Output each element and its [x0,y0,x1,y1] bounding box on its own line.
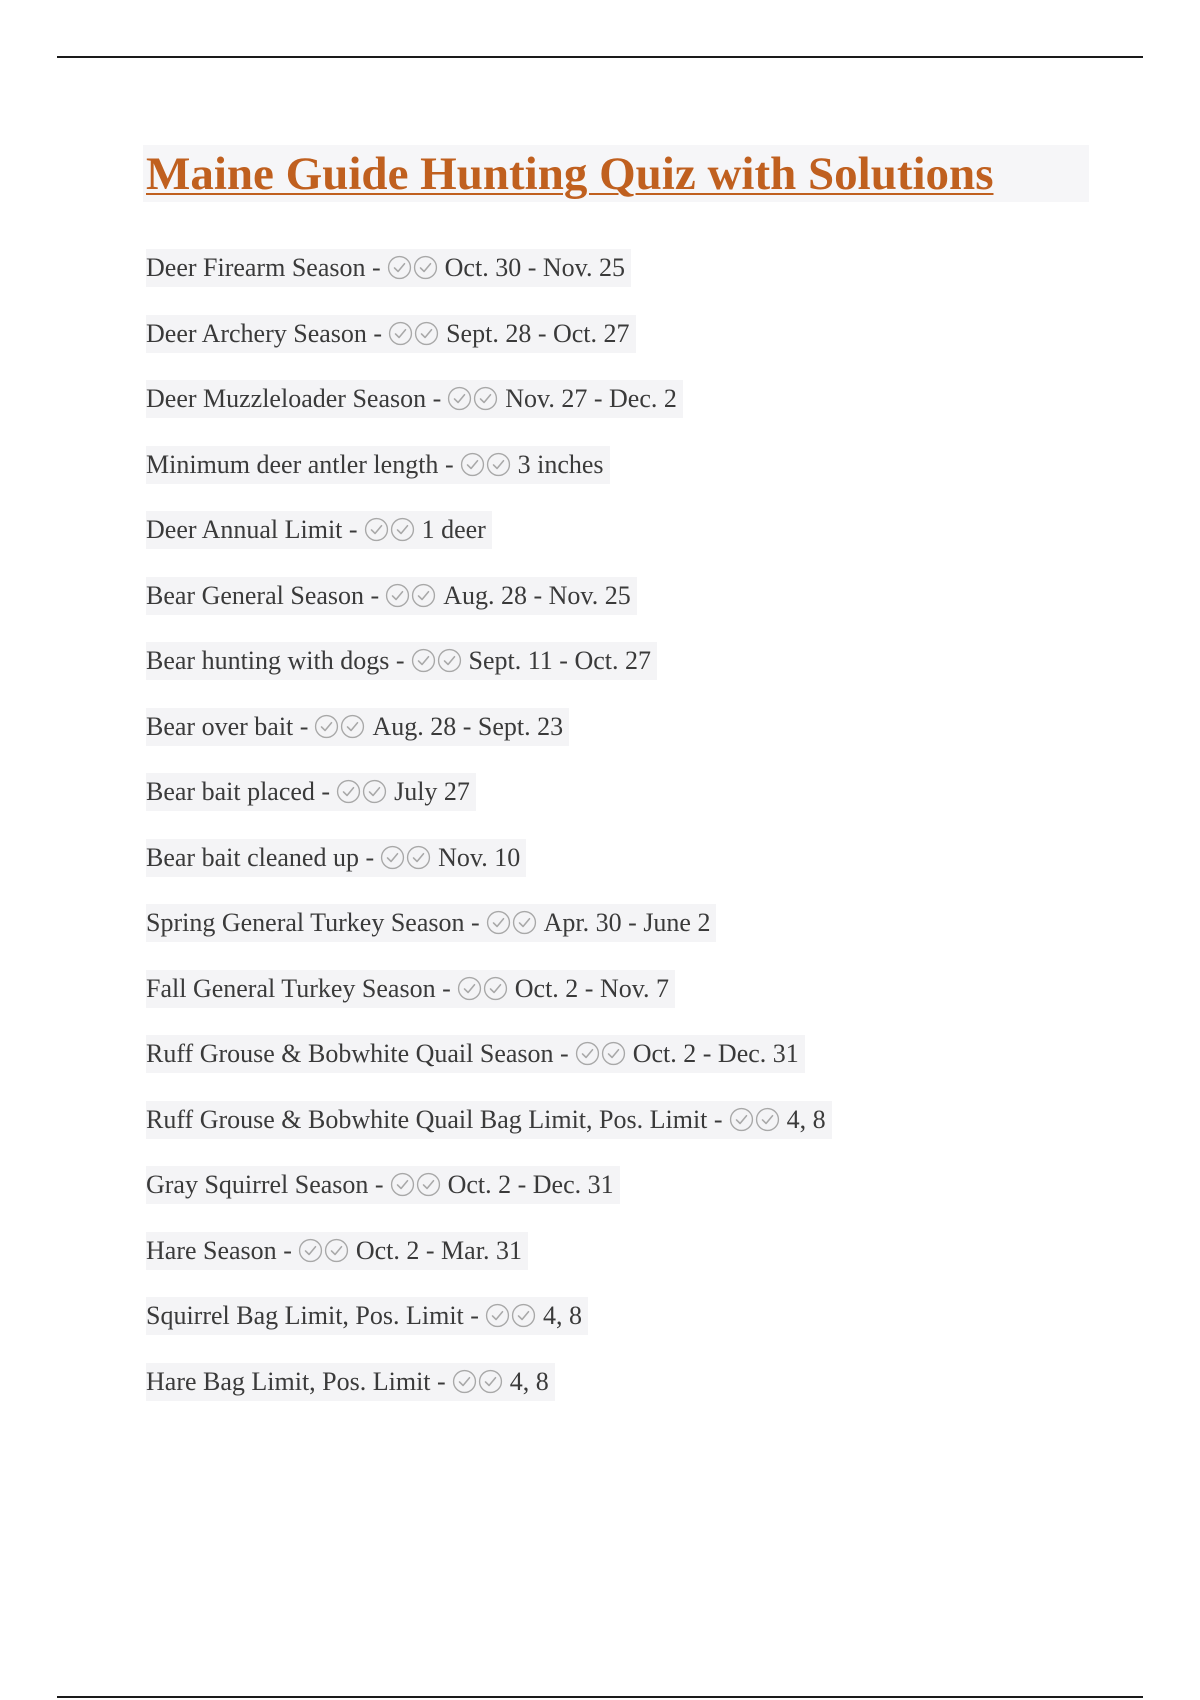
checkmark-icon [336,779,361,804]
qa-line [146,1297,588,1335]
checkmark-icon [362,779,387,804]
checkmark-icon [340,714,365,739]
qa-line [146,446,610,484]
separator: - [283,1235,292,1265]
qa-line [146,904,716,942]
footer-rule [57,1696,1143,1698]
question-text: Bear hunting with dogs [146,646,390,675]
checkmark-icon [413,255,438,280]
qa-item [146,315,832,381]
question-text: Spring General Turkey Season [146,908,465,937]
qa-item [146,380,832,446]
qa-item [146,511,832,577]
separator: - [373,318,383,348]
question-text: Ruff Grouse & Bobwhite Quail Season [146,1039,554,1068]
checkmark-icon [447,386,472,411]
answer-text: 4, 8 [786,1104,826,1134]
question-text: Squirrel Bag Limit, Pos. Limit [146,1301,464,1330]
question-text: Hare Bag Limit, Pos. Limit [146,1366,431,1396]
double-checkmark-icon [485,1297,537,1335]
double-checkmark-icon [452,1363,504,1401]
checkmark-icon [512,910,537,935]
checkmark-icon [387,255,412,280]
separator: - [348,515,358,544]
checkmark-icon [314,714,339,739]
separator: - [713,1104,723,1134]
checkmark-icon [601,1041,626,1066]
double-checkmark-icon [390,1166,442,1204]
question-text: Hare Season [146,1235,277,1265]
answer-text: 1 deer [421,515,486,544]
qa-line [146,1363,555,1401]
checkmark-icon [483,976,508,1001]
question-text: Deer Annual Limit [146,515,343,544]
separator: - [444,449,454,479]
question-text: Bear bait placed [146,777,315,806]
double-checkmark-icon [387,249,439,287]
qa-line [146,511,492,549]
checkmark-icon [411,648,436,673]
qa-line [146,839,526,877]
qa-item [146,249,832,315]
question-text: Gray Squirrel Season [146,1170,369,1199]
double-checkmark-icon [729,1101,781,1139]
separator: - [370,580,380,610]
checkmark-icon [460,452,485,477]
qa-item [146,1297,832,1363]
answer-text: July 27 [394,777,470,806]
question-text: Deer Firearm Season [146,253,366,282]
separator: - [299,711,309,741]
qa-item [146,1035,832,1101]
separator: - [437,1366,446,1396]
checkmark-icon [473,386,498,411]
qa-line [146,249,631,287]
checkmark-icon [388,321,413,346]
separator: - [365,842,375,872]
qa-item [146,577,832,643]
checkmark-icon [478,1369,503,1394]
answer-text: Nov. 27 - Dec. 2 [505,384,677,413]
answer-text: 3 inches [517,449,604,479]
qa-line [146,1101,832,1139]
question-text: Ruff Grouse & Bobwhite Quail Bag Limit, Pos. Limit [146,1104,708,1134]
separator: - [395,646,405,675]
double-checkmark-icon [486,904,538,942]
header-rule [57,56,1143,58]
checkmark-icon [406,845,431,870]
checkmark-icon [729,1107,754,1132]
answer-text: Oct. 2 - Mar. 31 [355,1235,522,1265]
checkmark-icon [416,1172,441,1197]
double-checkmark-icon [460,446,512,484]
qa-item [146,708,832,774]
answer-text: Aug. 28 - Nov. 25 [443,580,631,610]
answer-text: Nov. 10 [438,842,521,872]
checkmark-icon [390,517,415,542]
qa-line [146,380,683,418]
checkmark-icon [385,583,410,608]
answer-text: Aug. 28 - Sept. 23 [372,711,564,741]
checkmark-icon [324,1238,349,1263]
checkmark-icon [414,321,439,346]
double-checkmark-icon [298,1232,350,1270]
answer-text: 4, 8 [509,1366,549,1396]
double-checkmark-icon [575,1035,627,1073]
qa-item [146,1363,832,1429]
checkmark-icon [298,1238,323,1263]
qa-line [146,1035,805,1073]
checkmark-icon [452,1369,477,1394]
answer-text: Oct. 2 - Nov. 7 [514,973,670,1003]
checkmark-icon [380,845,405,870]
question-text: Bear bait cleaned up [146,842,359,872]
separator: - [470,908,480,937]
qa-line [146,577,637,615]
document-title: Maine Guide Hunting Quiz with Solutions [146,148,994,200]
question-text: Deer Muzzleloader Season [146,384,427,413]
qa-item [146,642,832,708]
qa-line [146,1166,620,1204]
answer-text: Sept. 28 - Oct. 27 [446,318,630,348]
checkmark-icon [411,583,436,608]
answer-text: Oct. 2 - Dec. 31 [447,1170,614,1199]
answer-text: Oct. 2 - Dec. 31 [632,1039,799,1068]
separator: - [321,777,331,806]
qa-item [146,970,832,1036]
qa-line [146,970,675,1008]
qa-item [146,1166,832,1232]
question-text: Deer Archery Season [146,318,367,348]
qa-line [146,773,476,811]
qa-item [146,1101,832,1167]
checkmark-icon [486,452,511,477]
checkmark-icon [364,517,389,542]
qa-item [146,904,832,970]
separator: - [560,1039,569,1068]
checkmark-icon [511,1303,536,1328]
separator: - [432,384,442,413]
qa-line [146,1232,528,1270]
double-checkmark-icon [336,773,388,811]
double-checkmark-icon [388,315,440,353]
question-text: Bear General Season [146,580,365,610]
qa-line [146,642,657,680]
checkmark-icon [390,1172,415,1197]
checkmark-icon [485,1303,510,1328]
answer-text: Oct. 30 - Nov. 25 [444,253,625,282]
double-checkmark-icon [457,970,509,1008]
checkmark-icon [486,910,511,935]
answer-text: Apr. 30 - June 2 [543,908,711,937]
qa-line [146,315,636,353]
double-checkmark-icon [364,511,416,549]
checkmark-icon [437,648,462,673]
answer-text: Sept. 11 - Oct. 27 [468,646,652,675]
double-checkmark-icon [314,708,366,746]
separator: - [374,1170,384,1199]
checkmark-icon [575,1041,600,1066]
double-checkmark-icon [447,380,499,418]
double-checkmark-icon [385,577,437,615]
qa-item [146,1232,832,1298]
checkmark-icon [755,1107,780,1132]
question-text: Minimum deer antler length [146,449,439,479]
double-checkmark-icon [411,642,463,680]
separator: - [442,973,451,1003]
checkmark-icon [457,976,482,1001]
qa-item [146,446,832,512]
separator: - [470,1301,479,1330]
question-text: Bear over bait [146,711,294,741]
answer-text: 4, 8 [542,1301,582,1330]
question-text: Fall General Turkey Season [146,973,436,1003]
double-checkmark-icon [380,839,432,877]
qa-line [146,708,569,746]
qa-item [146,839,832,905]
qa-list [146,249,832,1428]
separator: - [371,253,381,282]
qa-item [146,773,832,839]
